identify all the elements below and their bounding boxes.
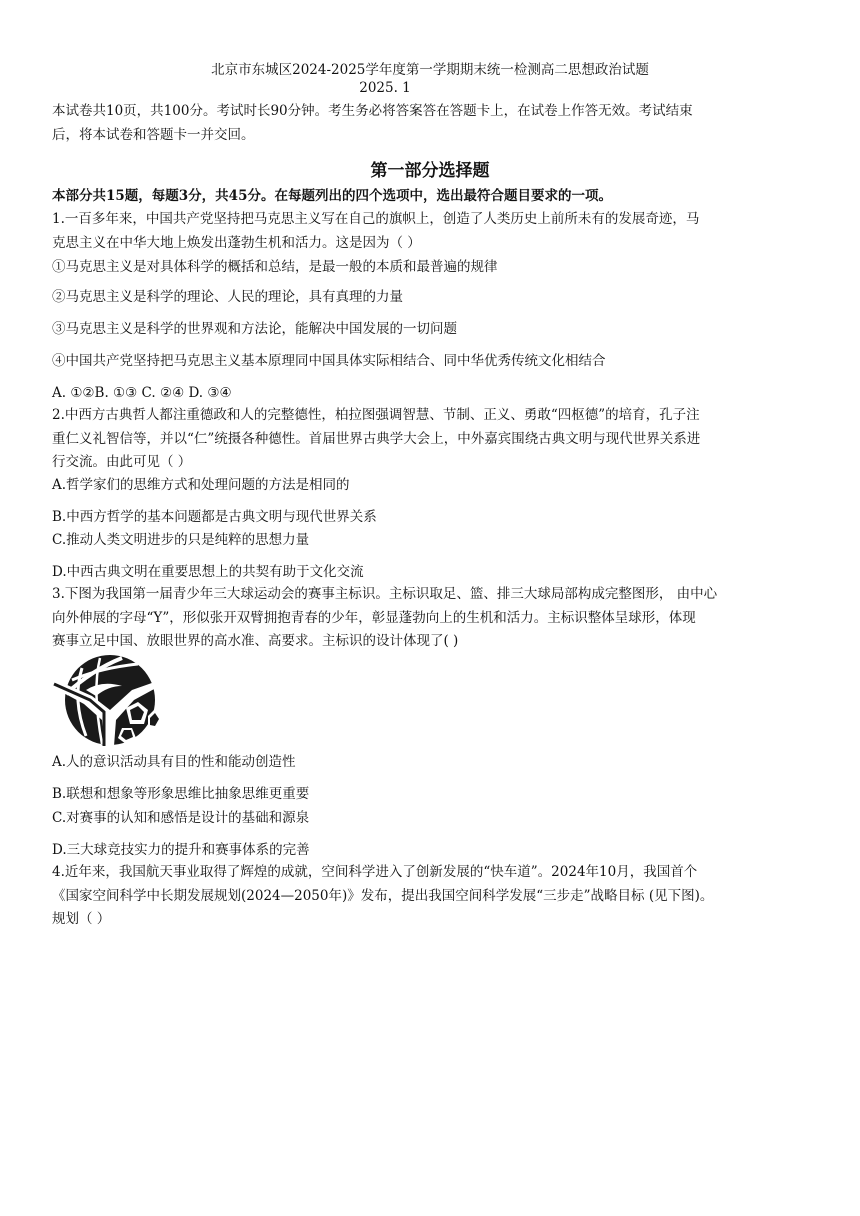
q2-stem-line-2: 重仁义礼智信等，并以“仁”统摄各种德性。首届世界古典学大会上，中外嘉宾围绕古典文明与现代世界关系进 xyxy=(52,431,701,447)
q1-statement-3: ③马克思主义是科学的世界观和方法论，能解决中国发展的一切问题 xyxy=(52,321,457,337)
q1-answer-choices: A. ①②B. ①③ C. ②④ D. ③④ xyxy=(52,385,232,401)
q1-stem-line-1: 1.一百多年来，中国共产党坚持把马克思主义写在自己的旗帜上，创造了人类历史上前所未有的发展奇迹，马 xyxy=(52,211,700,227)
q3-option-b: B.联想和想象等形象思维比抽象思维更重要 xyxy=(52,786,310,802)
q2-option-c: C.推动人类文明进步的只是纯粹的思想力量 xyxy=(52,532,310,548)
q4-stem-line-1: 4.近年来，我国航天事业取得了辉煌的成就，空间科学进入了创新发展的“快车道”。2024年10月，我国首个 xyxy=(52,864,698,880)
q3-option-a: A.人的意识活动具有目的性和能动创造性 xyxy=(52,754,296,770)
q3-option-d: D.三大球竞技实力的提升和赛事体系的完善 xyxy=(52,842,310,858)
q1-statement-1: ①马克思主义是对具体科学的概括和总结，是最一般的本质和最普遍的规律 xyxy=(52,259,498,275)
part1-heading: 第一部分选择题 xyxy=(370,161,490,181)
part1-intro: 本部分共15题，每题3分，共45分。在每题列出的四个选项中，选出最符合题目要求的一项。 xyxy=(52,188,612,204)
q4-stem-line-3: 规划（ ） xyxy=(52,911,111,927)
q2-option-b: B.中西方哲学的基本问题都是古典文明与现代世界关系 xyxy=(52,509,377,525)
instructions-line-2: 后，将本试卷和答题卡一并交回。 xyxy=(52,127,255,143)
q1-statement-4: ④中国共产党坚持把马克思主义基本原理同中国具体实际相结合、同中华优秀传统文化相结合 xyxy=(52,353,606,369)
q3-stem-line-1: 3.下图为我国第一届青少年三大球运动会的赛事主标识。主标识取足、篮、排三大球局部构成完整图形， 由中心 xyxy=(52,586,718,602)
q2-option-d: D.中西古典文明在重要思想上的共契有助于文化交流 xyxy=(52,564,364,580)
q1-stem-line-2: 克思主义在中华大地上焕发出蓬勃生机和活力。这是因为（ ） xyxy=(52,235,421,251)
q3-option-c: C.对赛事的认知和感悟是设计的基础和源泉 xyxy=(52,810,310,826)
q2-stem-line-3: 行交流。由此可见（ ） xyxy=(52,454,192,470)
q4-stem-line-2: 《国家空间科学中长期发展规划(2024—2050年)》发布，提出我国空间科学发展“三步走”战略目标 (见下图)。 xyxy=(52,888,714,904)
exam-title: 北京市东城区2024-2025学年度第一学期期末统一检测高二思想政治试题 xyxy=(211,62,649,78)
exam-date: 2025. 1 xyxy=(359,80,411,96)
q3-stem-line-2: 向外伸展的字母“Y”，形似张开双臂拥抱青春的少年，彰显蓬勃向上的生机和活力。主标识整体呈球形，体现 xyxy=(52,610,696,626)
q2-stem-line-1: 2.中西方古典哲人都注重德政和人的完整德性，柏拉图强调智慧、节制、正义、勇敢“四枢德”的培育，孔子注 xyxy=(52,407,700,423)
instructions-line-1: 本试卷共10页，共100分。考试时长90分钟。考生务必将答案答在答题卡上，在试卷上作答无效。考试结束 xyxy=(52,103,693,119)
q2-option-a: A.哲学家们的思维方式和处理问题的方法是相同的 xyxy=(52,477,350,493)
q1-statement-2: ②马克思主义是科学的理论、人民的理论，具有真理的力量 xyxy=(52,289,403,305)
youth-games-logo-image xyxy=(52,650,170,748)
q3-stem-line-3: 赛事立足中国、放眼世界的高水准、高要求。主标识的设计体现了( ) xyxy=(52,633,459,649)
